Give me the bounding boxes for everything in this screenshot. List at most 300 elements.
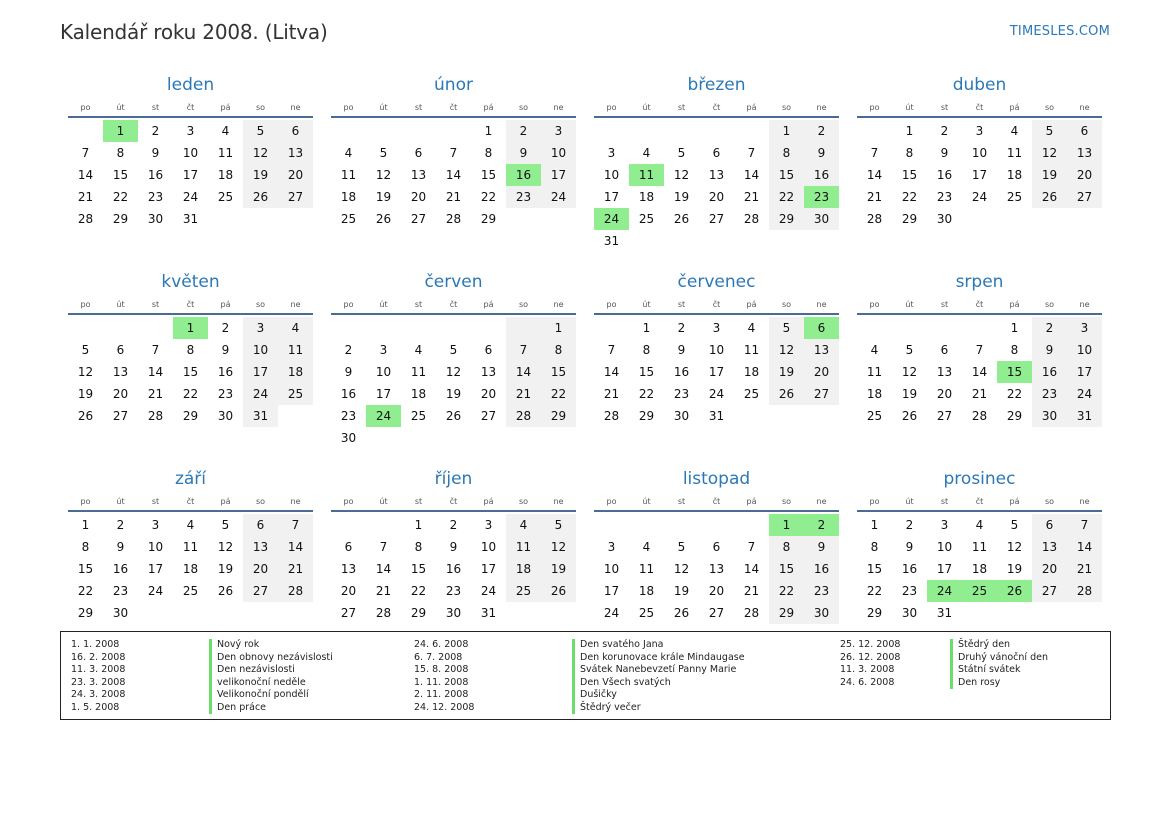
weekday-label: ne — [1079, 103, 1090, 112]
day-cell: 25 — [217, 190, 234, 204]
day-cell: 5 — [769, 317, 804, 339]
day-cell: 10 — [375, 365, 392, 379]
weekday-label: st — [677, 103, 686, 112]
empty-cell — [331, 120, 366, 142]
day-cell: 13 — [112, 365, 129, 379]
empty-cell — [278, 208, 313, 230]
day-cell: 13 — [243, 536, 278, 558]
empty-cell — [541, 602, 576, 624]
weekday-label: čt — [975, 300, 984, 309]
legend-holiday-name: Den Všech svatých — [572, 677, 745, 690]
day-cell: 27 — [1067, 186, 1102, 208]
day-cell: 28 — [971, 409, 988, 423]
day-cell: 12 — [1006, 540, 1023, 554]
legend-date: 24. 12. 2008 — [414, 701, 475, 713]
empty-cell — [594, 120, 629, 142]
weekday-label: po — [80, 497, 91, 506]
weekday-label: pá — [483, 497, 494, 506]
legend-dates-column — [840, 639, 900, 689]
weekday-label: pá — [746, 300, 757, 309]
day-cell: 2 — [1032, 317, 1067, 339]
weekday-label: po — [80, 103, 91, 112]
day-cell: 28 — [445, 212, 462, 226]
empty-cell — [1032, 602, 1067, 624]
empty-cell — [699, 230, 734, 252]
day-cell: 23 — [147, 190, 164, 204]
legend-date: 11. 3. 2008 — [840, 664, 895, 675]
day-cell: 18 — [340, 190, 357, 204]
legend-date: 25. 12. 2008 — [840, 639, 901, 650]
empty-cell — [734, 120, 769, 142]
month-block — [857, 73, 1102, 270]
month-name: září — [174, 469, 207, 489]
day-cell: 11 — [971, 540, 988, 554]
day-cell: 11 — [278, 339, 313, 361]
weekday-label: po — [869, 300, 880, 309]
empty-cell — [594, 317, 629, 339]
day-cell: 15 — [769, 164, 804, 186]
day-cell: 10 — [480, 540, 497, 554]
weekday-header — [68, 98, 313, 118]
weekday-label: po — [343, 103, 354, 112]
day-cell: 21 — [971, 387, 988, 401]
day-cell: 27 — [340, 606, 357, 620]
holiday-day-cell: 15 — [997, 361, 1032, 383]
day-cell: 7 — [747, 540, 756, 554]
month-block — [68, 270, 313, 467]
day-cell: 17 — [541, 164, 576, 186]
legend-date: 2. 11. 2008 — [414, 689, 469, 700]
weekday-header — [68, 492, 313, 512]
day-cell: 6 — [414, 146, 423, 160]
day-cell: 20 — [112, 387, 129, 401]
day-cell: 21 — [743, 190, 760, 204]
weekday-label: út — [379, 300, 388, 309]
day-cell: 22 — [638, 387, 655, 401]
day-cell: 25 — [743, 387, 760, 401]
legend-dates-column — [414, 639, 474, 714]
empty-cell — [892, 317, 927, 339]
day-cell: 11 — [410, 365, 427, 379]
day-cell: 29 — [638, 409, 655, 423]
weekday-label: út — [379, 497, 388, 506]
day-cell: 23 — [936, 190, 953, 204]
legend-holiday-name: Velikonoční pondělí — [209, 689, 333, 702]
weekday-label: so — [781, 300, 792, 309]
holiday-day-cell: 26 — [997, 580, 1032, 602]
day-cell: 20 — [936, 387, 953, 401]
day-cell: 4 — [642, 146, 651, 160]
day-cell: 27 — [278, 186, 313, 208]
legend-date: 11. 3. 2008 — [71, 664, 126, 675]
day-cell: 24 — [603, 606, 620, 620]
day-cell: 16 — [936, 168, 953, 182]
day-cell: 1 — [769, 120, 804, 142]
day-cell: 17 — [1067, 361, 1102, 383]
empty-cell — [664, 120, 699, 142]
legend-date: 1. 5. 2008 — [71, 701, 120, 713]
holiday-legend — [60, 631, 1111, 720]
day-cell: 17 — [243, 361, 278, 383]
day-cell: 3 — [186, 124, 195, 138]
legend-names-column — [950, 639, 1048, 689]
day-grid — [857, 315, 1102, 427]
day-cell: 6 — [940, 343, 949, 357]
holiday-day-cell: 24 — [594, 208, 629, 230]
weekday-header — [857, 492, 1102, 512]
day-cell: 16 — [673, 365, 690, 379]
day-cell: 14 — [375, 562, 392, 576]
day-cell: 5 — [379, 146, 388, 160]
day-cell: 3 — [379, 343, 388, 357]
day-cell: 28 — [278, 580, 313, 602]
legend-holiday-name: Štědrý den — [950, 639, 1048, 652]
day-cell: 30 — [217, 409, 234, 423]
empty-cell — [68, 120, 103, 142]
day-cell: 19 — [77, 387, 94, 401]
weekday-label: so — [255, 103, 266, 112]
day-cell: 4 — [747, 321, 756, 335]
day-cell: 13 — [480, 365, 497, 379]
weekday-label: pá — [746, 497, 757, 506]
holiday-day-cell: 24 — [366, 405, 401, 427]
day-cell: 31 — [480, 606, 497, 620]
day-grid — [331, 118, 576, 230]
day-cell: 21 — [445, 190, 462, 204]
day-cell: 3 — [712, 321, 721, 335]
day-cell: 7 — [379, 540, 388, 554]
empty-cell — [138, 602, 173, 624]
day-cell: 4 — [278, 317, 313, 339]
day-grid — [68, 512, 313, 624]
weekday-label: út — [642, 497, 651, 506]
day-cell: 3 — [484, 518, 493, 532]
day-cell: 15 — [480, 168, 497, 182]
weekday-label: st — [414, 103, 423, 112]
day-cell: 28 — [743, 212, 760, 226]
empty-cell — [769, 230, 804, 252]
day-grid — [594, 315, 839, 427]
holiday-day-cell: 6 — [804, 317, 839, 339]
day-cell: 17 — [603, 584, 620, 598]
legend-holiday-name: velikonoční neděle — [209, 677, 333, 690]
day-cell: 10 — [541, 142, 576, 164]
day-cell: 22 — [77, 584, 94, 598]
weekday-label: čt — [186, 497, 195, 506]
day-cell: 24 — [147, 584, 164, 598]
legend-holiday-name: Den nezávislosti — [209, 664, 333, 677]
day-cell: 8 — [870, 540, 879, 554]
day-cell: 6 — [712, 540, 721, 554]
day-cell: 17 — [182, 168, 199, 182]
day-cell: 30 — [445, 606, 462, 620]
day-cell: 26 — [673, 212, 690, 226]
weekday-label: čt — [975, 497, 984, 506]
day-cell: 28 — [743, 606, 760, 620]
weekday-label: pá — [1009, 103, 1020, 112]
day-cell: 22 — [901, 190, 918, 204]
weekday-label: st — [940, 103, 949, 112]
day-cell: 6 — [344, 540, 353, 554]
day-cell: 5 — [81, 343, 90, 357]
day-cell: 17 — [708, 365, 725, 379]
day-cell: 15 — [541, 361, 576, 383]
day-cell: 23 — [506, 186, 541, 208]
day-cell: 12 — [541, 536, 576, 558]
weekday-header — [331, 492, 576, 512]
legend-holiday-name: Den práce — [209, 702, 333, 715]
month-block — [331, 73, 576, 270]
day-cell: 9 — [1032, 339, 1067, 361]
weekday-label: so — [781, 497, 792, 506]
day-cell: 10 — [182, 146, 199, 160]
legend-holiday-name: Státní svátek — [950, 664, 1048, 677]
empty-cell — [243, 602, 278, 624]
day-cell: 30 — [901, 606, 918, 620]
day-cell: 7 — [449, 146, 458, 160]
empty-cell — [629, 230, 664, 252]
day-cell: 13 — [936, 365, 953, 379]
weekday-label: st — [414, 497, 423, 506]
day-cell: 15 — [866, 562, 883, 576]
day-cell: 10 — [603, 168, 620, 182]
day-cell: 7 — [278, 514, 313, 536]
brand-link[interactable]: TIMESLES.COM — [1009, 24, 1110, 39]
day-cell: 14 — [445, 168, 462, 182]
day-cell: 25 — [278, 383, 313, 405]
day-cell: 23 — [112, 584, 129, 598]
weekday-label: st — [940, 497, 949, 506]
weekday-header — [331, 295, 576, 315]
day-cell: 8 — [414, 540, 423, 554]
weekday-label: po — [869, 103, 880, 112]
holiday-day-cell: 1 — [173, 317, 208, 339]
day-cell: 18 — [971, 562, 988, 576]
day-cell: 5 — [677, 540, 686, 554]
months-grid — [68, 73, 1102, 664]
day-cell: 21 — [278, 558, 313, 580]
day-cell: 29 — [901, 212, 918, 226]
weekday-label: st — [414, 300, 423, 309]
weekday-label: po — [343, 497, 354, 506]
day-cell: 30 — [340, 431, 357, 445]
day-cell: 28 — [866, 212, 883, 226]
day-cell: 29 — [112, 212, 129, 226]
day-cell: 7 — [870, 146, 879, 160]
legend-date: 16. 2. 2008 — [71, 651, 126, 663]
day-cell: 15 — [638, 365, 655, 379]
empty-cell — [769, 405, 804, 427]
day-cell: 19 — [541, 558, 576, 580]
weekday-label: ne — [816, 497, 827, 506]
day-cell: 17 — [480, 562, 497, 576]
day-cell: 26 — [217, 584, 234, 598]
holiday-day-cell: 25 — [962, 580, 997, 602]
day-cell: 25 — [506, 580, 541, 602]
weekday-label: út — [379, 103, 388, 112]
weekday-header — [68, 295, 313, 315]
day-cell: 20 — [243, 558, 278, 580]
weekday-header — [857, 98, 1102, 118]
day-cell: 25 — [638, 606, 655, 620]
legend-names-column — [572, 639, 745, 714]
legend-holiday-name: Den svatého Jana — [572, 639, 745, 652]
day-cell: 7 — [1067, 514, 1102, 536]
day-cell: 21 — [743, 584, 760, 598]
day-cell: 25 — [1006, 190, 1023, 204]
empty-cell — [278, 602, 313, 624]
day-cell: 10 — [243, 339, 278, 361]
day-cell: 28 — [375, 606, 392, 620]
day-cell: 18 — [638, 190, 655, 204]
day-cell: 7 — [151, 343, 160, 357]
day-cell: 23 — [673, 387, 690, 401]
day-cell: 11 — [1006, 146, 1023, 160]
month-block — [594, 270, 839, 467]
weekday-label: so — [518, 300, 529, 309]
weekday-label: út — [116, 300, 125, 309]
empty-cell — [997, 208, 1032, 230]
day-cell: 10 — [936, 540, 953, 554]
day-cell: 11 — [506, 536, 541, 558]
month-name: srpen — [955, 272, 1004, 292]
day-cell: 19 — [243, 164, 278, 186]
day-cell: 6 — [484, 343, 493, 357]
day-cell: 13 — [708, 168, 725, 182]
weekday-label: čt — [712, 103, 721, 112]
day-cell: 22 — [480, 190, 497, 204]
day-cell: 13 — [708, 562, 725, 576]
month-name: listopad — [682, 469, 751, 489]
legend-date: 24. 3. 2008 — [71, 689, 126, 700]
holiday-day-cell: 24 — [927, 580, 962, 602]
weekday-label: po — [606, 103, 617, 112]
weekday-header — [594, 492, 839, 512]
day-cell: 22 — [541, 383, 576, 405]
day-cell: 4 — [975, 518, 984, 532]
day-cell: 16 — [340, 387, 357, 401]
weekday-label: čt — [186, 300, 195, 309]
page-title: Kalendář roku 2008. (Litva) — [60, 20, 328, 44]
day-cell: 19 — [375, 190, 392, 204]
day-cell: 17 — [936, 562, 953, 576]
day-cell: 6 — [116, 343, 125, 357]
legend-date: 24. 6. 2008 — [414, 639, 469, 650]
day-cell: 1 — [414, 518, 423, 532]
day-cell: 18 — [638, 584, 655, 598]
day-cell: 18 — [506, 558, 541, 580]
day-cell: 11 — [743, 343, 760, 357]
day-cell: 7 — [607, 343, 616, 357]
day-cell: 25 — [866, 409, 883, 423]
empty-cell — [436, 120, 471, 142]
weekday-label: po — [606, 300, 617, 309]
day-cell: 23 — [901, 584, 918, 598]
day-cell: 9 — [804, 536, 839, 558]
day-cell: 9 — [506, 142, 541, 164]
day-cell: 20 — [1067, 164, 1102, 186]
day-cell: 12 — [1032, 142, 1067, 164]
day-grid — [857, 118, 1102, 230]
day-cell: 24 — [1067, 383, 1102, 405]
day-cell: 4 — [506, 514, 541, 536]
legend-holiday-name: Svátek Nanebevzetí Panny Marie — [572, 664, 745, 677]
legend-names-column — [209, 639, 333, 714]
weekday-label: pá — [1009, 300, 1020, 309]
day-cell: 17 — [603, 190, 620, 204]
day-cell: 11 — [340, 168, 357, 182]
month-name: říjen — [434, 469, 473, 489]
day-cell: 11 — [638, 562, 655, 576]
weekday-label: út — [642, 103, 651, 112]
empty-cell — [997, 602, 1032, 624]
day-cell: 26 — [243, 186, 278, 208]
day-cell: 27 — [480, 409, 497, 423]
day-cell: 12 — [217, 540, 234, 554]
day-cell: 27 — [243, 580, 278, 602]
day-cell: 8 — [905, 146, 914, 160]
day-cell: 23 — [1032, 383, 1067, 405]
weekday-header — [594, 98, 839, 118]
weekday-label: čt — [186, 103, 195, 112]
day-cell: 17 — [375, 387, 392, 401]
weekday-label: ne — [290, 300, 301, 309]
day-grid — [857, 512, 1102, 624]
day-cell: 25 — [182, 584, 199, 598]
day-cell: 3 — [940, 518, 949, 532]
day-cell: 7 — [81, 146, 90, 160]
month-name: prosinec — [943, 469, 1016, 489]
day-cell: 9 — [449, 540, 458, 554]
day-cell: 22 — [866, 584, 883, 598]
day-cell: 9 — [116, 540, 125, 554]
day-cell: 26 — [445, 409, 462, 423]
month-name: březen — [687, 75, 746, 95]
month-block — [857, 270, 1102, 467]
day-cell: 2 — [940, 124, 949, 138]
weekday-label: so — [518, 497, 529, 506]
weekday-label: so — [255, 497, 266, 506]
day-cell: 2 — [221, 321, 230, 335]
day-cell: 27 — [708, 606, 725, 620]
weekday-label: pá — [483, 103, 494, 112]
day-cell: 19 — [445, 387, 462, 401]
empty-cell — [1067, 208, 1102, 230]
day-cell: 9 — [905, 540, 914, 554]
legend-date: 1. 11. 2008 — [414, 676, 469, 688]
legend-holiday-name: Den korunovace krále Mindaugase — [572, 652, 745, 665]
day-cell: 29 — [480, 212, 497, 226]
day-cell: 8 — [116, 146, 125, 160]
empty-cell — [331, 514, 366, 536]
legend-date: 24. 6. 2008 — [840, 676, 895, 688]
empty-cell — [962, 602, 997, 624]
empty-cell — [804, 230, 839, 252]
empty-cell — [401, 317, 436, 339]
day-cell: 30 — [804, 208, 839, 230]
day-cell: 8 — [541, 339, 576, 361]
day-cell: 21 — [375, 584, 392, 598]
weekday-label: st — [151, 497, 160, 506]
weekday-label: st — [677, 497, 686, 506]
day-cell: 9 — [221, 343, 230, 357]
legend-date: 6. 7. 2008 — [414, 651, 463, 663]
day-cell: 3 — [541, 120, 576, 142]
day-cell: 24 — [243, 383, 278, 405]
day-cell: 19 — [1006, 562, 1023, 576]
day-cell: 25 — [410, 409, 427, 423]
day-cell: 17 — [147, 562, 164, 576]
